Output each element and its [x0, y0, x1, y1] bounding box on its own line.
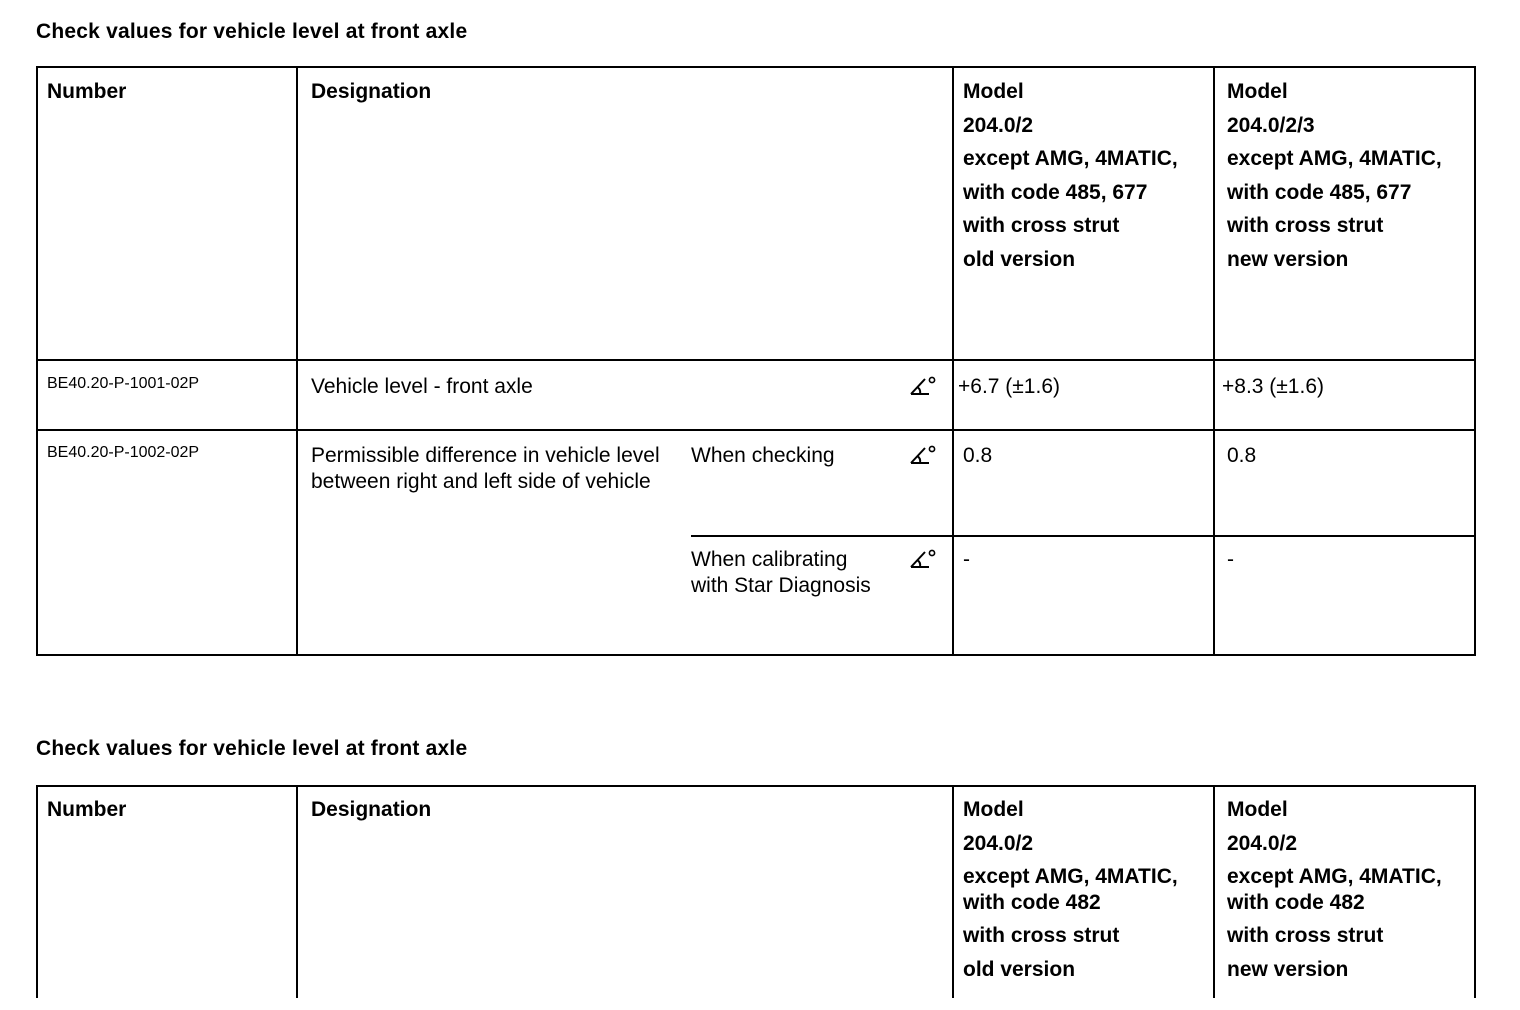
header-line: old version: [963, 248, 1076, 272]
subrow-condition: When calibrating with Star Diagnosis: [691, 548, 871, 597]
header-line: 204.0/2: [963, 113, 1034, 137]
header-line: new version: [1227, 958, 1349, 982]
header-designation: Designation: [311, 798, 432, 821]
header-line: with cross strut: [1227, 214, 1384, 238]
header-model-b: [1227, 79, 1442, 281]
row-number: BE40.20-P-1001-02P: [47, 375, 200, 392]
check-values-table: [36, 66, 1476, 656]
header-line: Model: [1227, 798, 1288, 821]
header-line: with code 482: [1227, 890, 1365, 914]
angle-degree-icon: [908, 548, 938, 570]
header-line: except AMG, 4MATIC,: [1227, 147, 1442, 171]
header-line: 204.0/2: [963, 831, 1034, 855]
header-number: Number: [47, 798, 127, 821]
header-line: except AMG, 4MATIC,: [1227, 865, 1442, 889]
header-line: new version: [1227, 248, 1349, 272]
header-line: Model: [963, 80, 1024, 103]
check-values-table: [36, 785, 1476, 1010]
value-model-a: -: [963, 548, 970, 571]
angle-degree-icon: [908, 375, 938, 397]
table-title: Check values for vehicle level at front axle: [36, 737, 468, 760]
header-line: 204.0/2/3: [1227, 113, 1315, 137]
value-model-b: -: [1227, 548, 1234, 571]
header-line: with code 482: [963, 890, 1101, 914]
header-line: Model: [1227, 80, 1288, 103]
subrow-condition: When checking: [691, 444, 835, 467]
header-line: except AMG, 4MATIC,: [963, 865, 1178, 889]
header-line: with code 485, 677: [963, 180, 1148, 204]
row-designation: Vehicle level - front axle: [311, 375, 533, 398]
header-line: with cross strut: [1227, 924, 1384, 948]
angle-degree-icon: [908, 444, 938, 466]
header-line: Model: [963, 798, 1024, 821]
header-line: with cross strut: [963, 214, 1120, 238]
value-model-a: +6.7 (±1.6): [958, 375, 1060, 398]
header-line: 204.0/2: [1227, 831, 1298, 855]
header-line: with cross strut: [963, 924, 1120, 948]
value-model-b: 0.8: [1227, 444, 1257, 467]
header-line: with code 485, 677: [1227, 180, 1412, 204]
header-designation: Designation: [311, 80, 432, 103]
header-number: Number: [47, 80, 127, 103]
header-line: old version: [963, 958, 1076, 982]
row-number: BE40.20-P-1002-02P: [47, 444, 200, 461]
header-model-a: [963, 79, 1178, 281]
row-designation: Permissible difference in vehicle level between right and left side of vehicle: [311, 444, 660, 493]
value-model-a: 0.8: [963, 444, 993, 467]
table-title: Check values for vehicle level at front axle: [36, 20, 468, 43]
header-line: except AMG, 4MATIC,: [963, 147, 1178, 171]
header-model-b: [1227, 797, 1442, 983]
header-model-a: [963, 797, 1178, 983]
value-model-b: +8.3 (±1.6): [1222, 375, 1324, 398]
